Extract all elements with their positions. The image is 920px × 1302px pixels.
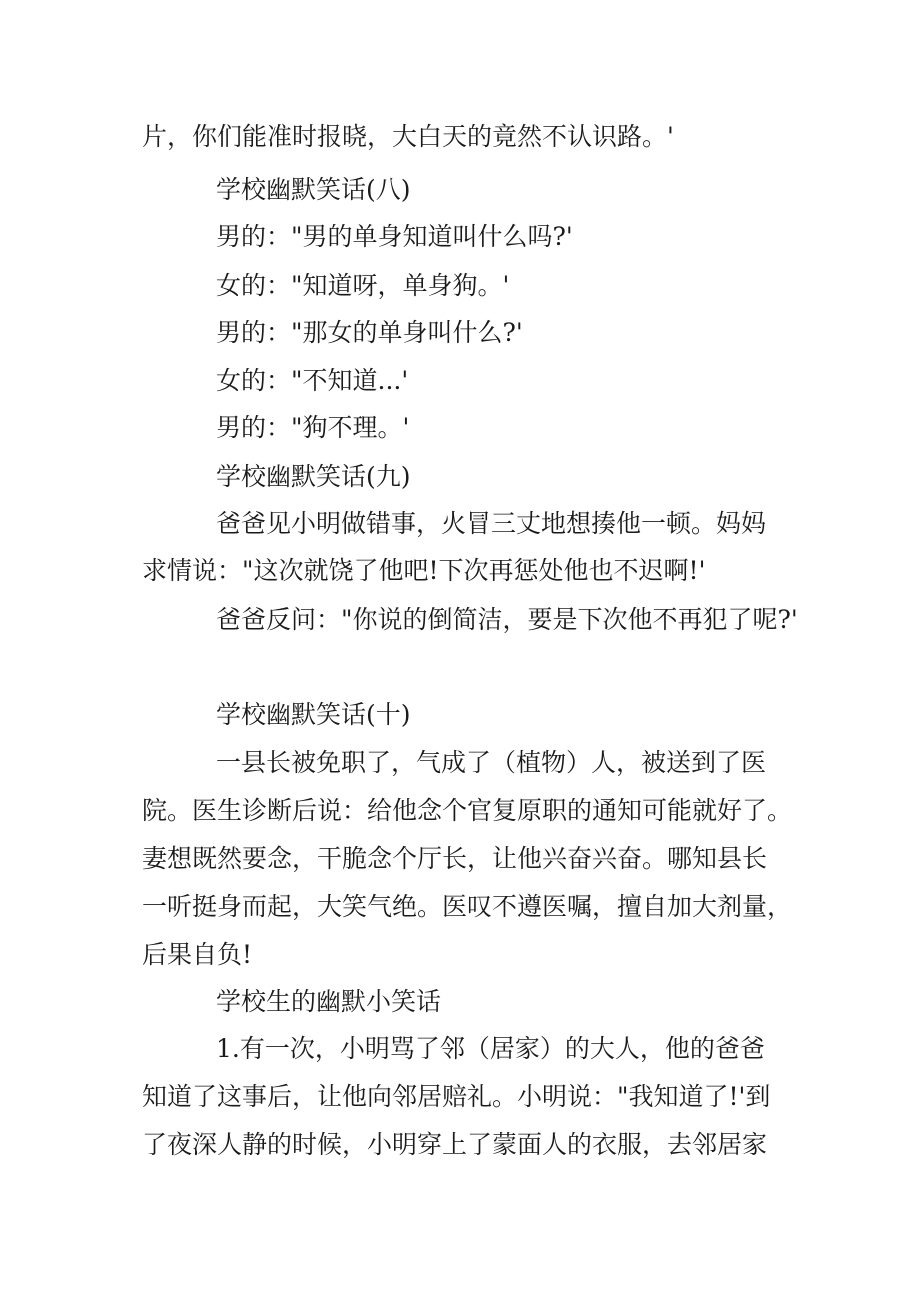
paragraph-line: 知道了这事后，让他向邻居赔礼。小明说："我知道了!'到 xyxy=(142,1082,771,1111)
dialogue-line: 女的："不知道...' xyxy=(216,366,409,395)
paragraph-line: 爸爸见小明做错事，火冒三丈地想揍他一顿。妈妈 xyxy=(216,509,767,538)
section-heading: 学校幽默笑话(十) xyxy=(216,700,411,729)
paragraph-line: 求情说："这次就饶了他吧!下次再惩处他也不迟啊!' xyxy=(142,556,706,585)
dialogue-line: 女的："知道呀，单身狗。' xyxy=(216,271,510,300)
paragraph-line: 后果自负! xyxy=(142,940,253,969)
paragraph-line: 一县长被免职了，气成了（植物）人，被送到了医 xyxy=(216,748,767,777)
paragraph-line: 一听挺身而起，大笑气绝。医叹不遵医嘱，擅自加大剂量， xyxy=(142,892,793,921)
paragraph-line: 片，你们能准时报晓，大白天的竟然不认识路。' xyxy=(142,122,674,151)
dialogue-line: 男的："那女的单身叫什么?' xyxy=(216,318,523,347)
section-heading: 学校生的幽默小笑话 xyxy=(216,987,442,1016)
dialogue-line: 男的："狗不理。' xyxy=(216,413,410,442)
dialogue-line: 男的："男的单身知道叫什么吗?' xyxy=(216,222,573,251)
paragraph-line: 院。医生诊断后说：给他念个官复原职的通知可能就好了。 xyxy=(142,796,793,825)
paragraph-line: 妻想既然要念，干脆念个厅长，让他兴奋兴奋。哪知县长 xyxy=(142,844,768,873)
paragraph-line: 1.有一次，小明骂了邻（居家）的大人，他的爸爸 xyxy=(216,1034,765,1063)
section-heading: 学校幽默笑话(九) xyxy=(216,462,411,491)
paragraph-line: 了夜深人静的时候，小明穿上了蒙面人的衣服，去邻居家 xyxy=(142,1130,768,1159)
paragraph-line: 爸爸反问："你说的倒简洁，要是下次他不再犯了呢?' xyxy=(216,605,798,634)
section-heading: 学校幽默笑话(八) xyxy=(216,175,411,204)
